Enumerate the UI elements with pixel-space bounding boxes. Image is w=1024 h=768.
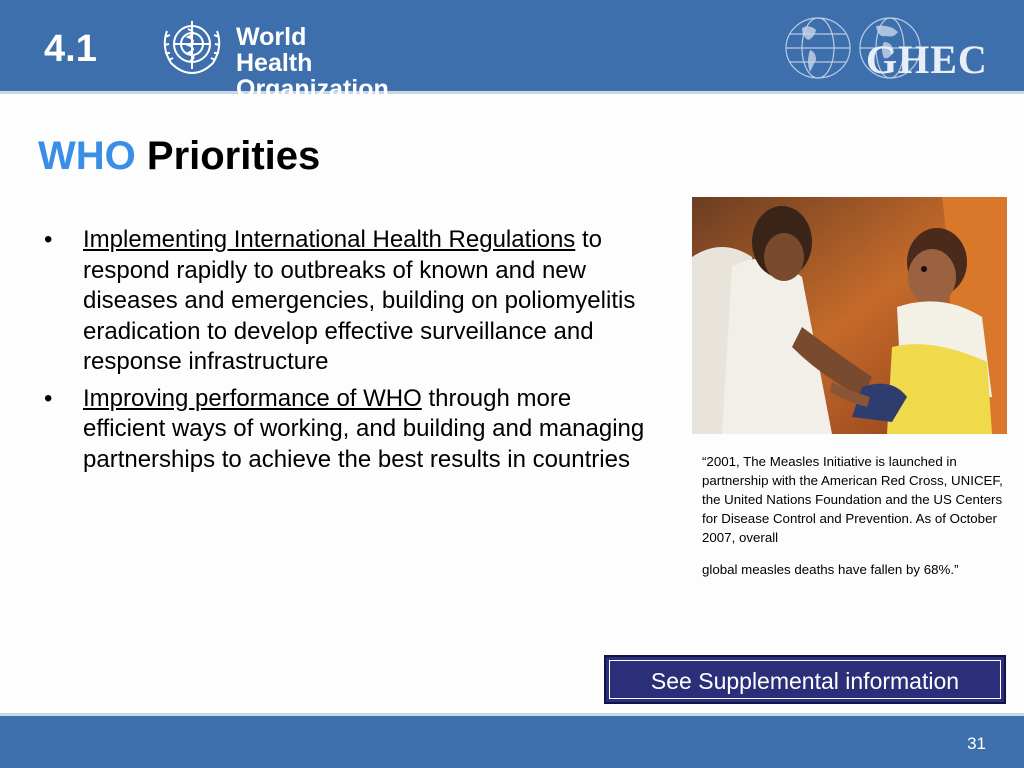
bullet-text: to respond rapidly to outbreaks of known and new diseases and emergencies, building on poliomyelitis eradication to develop effective surveillance and response infrastructure (83, 226, 636, 375)
title-accent: WHO (38, 134, 136, 178)
slide-title (38, 134, 320, 179)
header-divider (0, 91, 1024, 94)
who-logo (155, 17, 389, 103)
bullet-marker: • (44, 226, 53, 253)
supplemental-info-button[interactable] (604, 655, 1006, 704)
who-wordmark (236, 24, 389, 102)
vaccination-photo (692, 197, 1007, 434)
bullet-marker: • (44, 384, 53, 412)
section-number: 4.1 (44, 28, 97, 70)
un-emblem-icon (155, 17, 229, 79)
footer-bar (0, 716, 1024, 768)
caption-tail: global measles deaths have fallen by 68%.” (702, 562, 959, 577)
title-rest: Priorities (146, 134, 321, 178)
list-item (44, 384, 654, 476)
page-number: 31 (967, 734, 986, 753)
ihr-link[interactable]: Implementing International Health Regulations (83, 226, 576, 253)
caption-main: “2001, The Measles Initiative is launched in partnership with the American Red Cross, UNICEF, the United Nations Foundation and the US Centers for Disease Control and Prevention. As of October 2007, overall (702, 454, 1003, 545)
ghec-logo (780, 14, 1002, 82)
ghec-wordmark: GHEC (866, 37, 988, 82)
bullet-text: through more efficient ways of working, and building and managing partnerships to achieve the best results in countries (83, 384, 645, 473)
bullet-list (44, 225, 654, 481)
list-item (44, 225, 654, 378)
who-performance-link[interactable]: Improving performance of WHO (83, 384, 422, 412)
who-wordmark-line2: Organization (236, 75, 389, 103)
who-wordmark-line1: World Health (236, 23, 313, 77)
supplemental-info-label: See Supplemental information (609, 660, 1001, 699)
photo-caption (702, 452, 1017, 579)
